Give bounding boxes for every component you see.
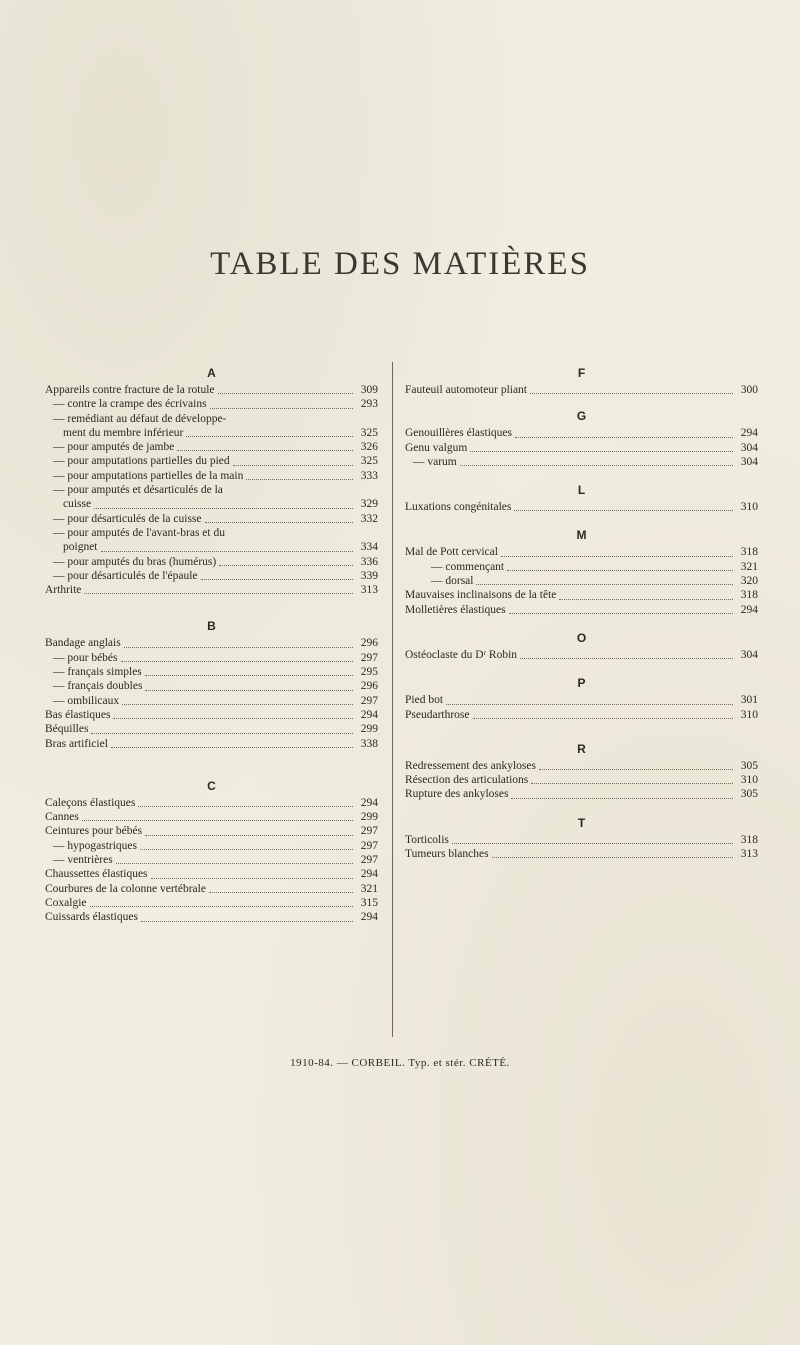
right-column [405, 366, 758, 861]
page-number: 296 [360, 637, 378, 650]
index-entry [405, 773, 758, 787]
entry-label: Pseudarthrose [405, 708, 470, 721]
entry-label: Redressement des ankyloses [405, 759, 536, 772]
entry-label: cuisse [63, 498, 92, 511]
dot-leader [141, 921, 353, 922]
page-number: 293 [360, 398, 378, 411]
entry-label: Courbures de la colonne vertébrale [45, 882, 206, 895]
dot-leader [501, 556, 733, 557]
index-entry [45, 722, 378, 736]
column-divider [392, 362, 393, 1037]
dot-leader [177, 450, 353, 451]
index-entry [45, 839, 378, 853]
index-entry [405, 455, 758, 469]
entry-label: Chaussettes élastiques [45, 868, 148, 881]
index-entry [405, 603, 758, 617]
page-number: 294 [360, 708, 378, 721]
dot-leader [509, 613, 733, 614]
dot-leader [530, 393, 733, 394]
dot-leader [218, 393, 353, 394]
page-number: 334 [360, 541, 378, 554]
page-number: 297 [360, 839, 378, 852]
entry-label: Mal de Pott cervical [405, 546, 498, 559]
page-number: 304 [740, 648, 758, 661]
index-entry [45, 810, 378, 824]
dot-leader [219, 565, 353, 566]
dot-leader [111, 747, 353, 748]
page-number: 313 [740, 848, 758, 861]
page-number: 309 [360, 384, 378, 396]
index-section [45, 619, 378, 750]
index-entry [405, 759, 758, 773]
index-entry [45, 583, 378, 597]
page-number: 294 [740, 603, 758, 616]
dot-leader [145, 675, 353, 676]
entry-label: Bas élastiques [45, 708, 111, 721]
index-entry [45, 497, 378, 511]
index-entry [405, 426, 758, 440]
index-entry [405, 693, 758, 707]
entry-label: poignet [63, 541, 98, 554]
index-section [405, 816, 758, 862]
entry-label: — français simples [45, 665, 142, 679]
page-number: 305 [740, 788, 758, 801]
page-number: 297 [360, 854, 378, 867]
dot-leader [138, 806, 353, 807]
entry-label: Ceintures pour bébés [45, 825, 143, 838]
section-letter: L [577, 483, 586, 498]
page-number: 310 [740, 708, 758, 721]
section-letter: B [207, 619, 216, 634]
section-letter: T [577, 815, 586, 830]
page-number: 332 [360, 512, 378, 525]
page-number: 297 [360, 825, 378, 838]
index-entry [45, 910, 378, 924]
entry-label: — commençant [405, 560, 504, 574]
dot-leader [94, 508, 353, 509]
dot-leader [145, 835, 353, 836]
index-entry [45, 867, 378, 881]
dot-leader [140, 849, 353, 850]
dot-leader [511, 798, 733, 799]
index-entry-line: — remédiant au défaut de développe- [45, 412, 378, 426]
page-number: 339 [360, 569, 378, 582]
page-number: 301 [740, 694, 758, 707]
entry-label: — pour désarticulés de l'épaule [45, 569, 198, 583]
dot-leader [515, 437, 733, 438]
page-number: 299 [360, 811, 378, 824]
page-number: 297 [360, 651, 378, 664]
index-entry [405, 833, 758, 847]
dot-leader [246, 479, 353, 480]
page-number: 320 [740, 575, 758, 588]
index-entry [45, 651, 378, 665]
dot-leader [470, 451, 733, 452]
page-number: 305 [740, 759, 758, 772]
entry-label: Pied bot [405, 694, 444, 707]
entry-label: — hypogastriques [45, 839, 137, 853]
index-entry [45, 440, 378, 454]
index-entry [45, 397, 378, 411]
index-entry [45, 853, 378, 867]
page-number: 313 [360, 584, 378, 597]
entry-label: — français doubles [45, 679, 142, 693]
index-entry [45, 679, 378, 693]
page-number: 299 [360, 723, 378, 736]
index-entry [45, 882, 378, 896]
entry-label: Torticolis [405, 833, 449, 846]
index-section [405, 528, 758, 616]
index-section [405, 631, 758, 662]
index-section [405, 366, 758, 397]
page-number: 315 [360, 896, 378, 909]
page-number: 318 [740, 833, 758, 846]
index-entry [405, 648, 758, 662]
index-entry [405, 383, 758, 397]
dot-leader [84, 593, 353, 594]
entry-label: Molletières élastiques [405, 603, 506, 616]
page-number: 300 [740, 384, 758, 396]
dot-leader [186, 436, 353, 437]
page-number: 294 [360, 796, 378, 809]
dot-leader [209, 892, 353, 893]
entry-label: Ostéoclaste du Dʳ Robin [405, 648, 518, 661]
entry-label: Fauteuil automoteur pliant [405, 384, 528, 396]
index-entry [405, 441, 758, 455]
dot-leader [113, 718, 353, 719]
page-number: 325 [360, 455, 378, 468]
page-title: TABLE DES MATIÈRES [210, 246, 590, 282]
section-letter: G [576, 409, 587, 424]
dot-leader [559, 599, 733, 600]
section-letter: O [576, 630, 587, 645]
dot-leader [446, 704, 733, 705]
page-number: 336 [360, 555, 378, 568]
dot-leader [90, 906, 353, 907]
index-entry [45, 665, 378, 679]
index-entry [405, 588, 758, 602]
page-number: 329 [360, 498, 378, 511]
entry-label: — pour désarticulés de la cuisse [45, 512, 202, 526]
dot-leader [151, 878, 353, 879]
page-number: 310 [740, 774, 758, 787]
page-number: 304 [740, 455, 758, 468]
page-number: 318 [740, 589, 758, 602]
index-entry [45, 540, 378, 554]
entry-label: Genu valgum [405, 441, 468, 454]
dot-leader [116, 863, 353, 864]
dot-leader [101, 551, 354, 552]
entry-label: Tumeurs blanches [405, 848, 489, 861]
page-number: 294 [740, 427, 758, 440]
dot-leader [122, 704, 353, 705]
dot-leader [539, 769, 733, 770]
dot-leader [452, 843, 733, 844]
page-number: 338 [360, 737, 378, 750]
page-number: 294 [360, 911, 378, 924]
entry-label: — pour amputations partielles de la main [45, 469, 243, 483]
page-number: 321 [740, 560, 758, 573]
entry-label: Arthrite [45, 584, 82, 597]
index-entry [405, 574, 758, 588]
index-section [405, 742, 758, 802]
dot-leader [492, 857, 733, 858]
printer-imprint: 1910-84. — CORBEIL. Typ. et stér. CRÉTÉ. [290, 1057, 510, 1069]
dot-leader [460, 465, 733, 466]
index-entry [405, 500, 758, 514]
entry-label: — ventrières [45, 853, 113, 867]
section-letter: M [576, 528, 587, 543]
index-entry [405, 545, 758, 559]
dot-leader [91, 733, 353, 734]
index-entry [45, 454, 378, 468]
index-section [405, 483, 758, 514]
dot-leader [205, 522, 354, 523]
dot-leader [531, 783, 733, 784]
page-number: 294 [360, 868, 378, 881]
entry-label: Genouillères élastiques [405, 427, 512, 440]
dot-leader [121, 661, 353, 662]
dot-leader [210, 408, 353, 409]
dot-leader [514, 510, 733, 511]
dot-leader [233, 465, 353, 466]
index-entry [405, 847, 758, 861]
page-number: 297 [360, 694, 378, 707]
index-section [45, 779, 378, 925]
index-entry [45, 555, 378, 569]
index-entry [45, 426, 378, 440]
page-number: 333 [360, 469, 378, 482]
page-number: 318 [740, 546, 758, 559]
entry-label: Rupture des ankyloses [405, 788, 509, 801]
index-section [405, 676, 758, 722]
dot-leader [145, 690, 353, 691]
entry-label: — varum [405, 455, 457, 469]
section-letter: A [207, 366, 216, 380]
entry-label: Caleçons élastiques [45, 796, 136, 809]
index-entry [405, 708, 758, 722]
entry-label: Appareils contre fracture de la rotule [45, 384, 215, 396]
left-column [45, 366, 378, 925]
index-entry [45, 796, 378, 810]
index-entry [45, 569, 378, 583]
page-number: 295 [360, 666, 378, 679]
index-entry [405, 787, 758, 801]
index-section [45, 366, 378, 597]
entry-label: — dorsal [405, 574, 473, 588]
entry-label: ment du membre inférieur [63, 426, 184, 439]
index-section [405, 409, 758, 469]
dot-leader [201, 579, 354, 580]
entry-label: — pour amputations partielles du pied [45, 454, 230, 468]
dot-leader [507, 570, 733, 571]
index-entry [45, 383, 378, 397]
index-entry [45, 824, 378, 838]
entry-label: Bras artificiel [45, 737, 108, 750]
page-number: 321 [360, 882, 378, 895]
index-entry [45, 469, 378, 483]
section-letter: C [207, 778, 216, 793]
entry-label: Résection des articulations [405, 774, 529, 787]
section-letter: F [577, 366, 586, 380]
index-entry [45, 896, 378, 910]
entry-label: Coxalgie [45, 896, 87, 909]
index-entry-line: — pour amputés et désarticulés de la [45, 483, 378, 497]
dot-leader [520, 658, 733, 659]
page-number: 326 [360, 441, 378, 454]
entry-label: Bandage anglais [45, 637, 121, 650]
index-entry [45, 737, 378, 751]
section-letter: R [577, 741, 586, 756]
index-entry [45, 694, 378, 708]
section-letter: P [577, 676, 586, 691]
dot-leader [476, 584, 733, 585]
dot-leader [82, 820, 353, 821]
entry-label: — pour bébés [45, 651, 118, 665]
index-entry-line: — pour amputés de l'avant-bras et du [45, 526, 378, 540]
index-entry [45, 512, 378, 526]
entry-label: — pour amputés de jambe [45, 440, 174, 454]
entry-label: Cuissards élastiques [45, 911, 138, 924]
index-entry [405, 560, 758, 574]
entry-label: Mauvaises inclinaisons de la tête [405, 589, 557, 602]
index-entry [45, 708, 378, 722]
entry-label: — contre la crampe des écrivains [45, 397, 207, 411]
entry-label: Luxations congénitales [405, 501, 512, 514]
index-entry [45, 636, 378, 650]
dot-leader [124, 647, 353, 648]
entry-label: — ombilicaux [45, 694, 119, 708]
page-number: 325 [360, 426, 378, 439]
entry-label: — pour amputés du bras (humérus) [45, 555, 216, 569]
dot-leader [473, 718, 733, 719]
entry-label: Béquilles [45, 723, 89, 736]
page-number: 304 [740, 441, 758, 454]
page-number: 296 [360, 680, 378, 693]
page-number: 310 [740, 501, 758, 514]
entry-label: Cannes [45, 811, 79, 824]
